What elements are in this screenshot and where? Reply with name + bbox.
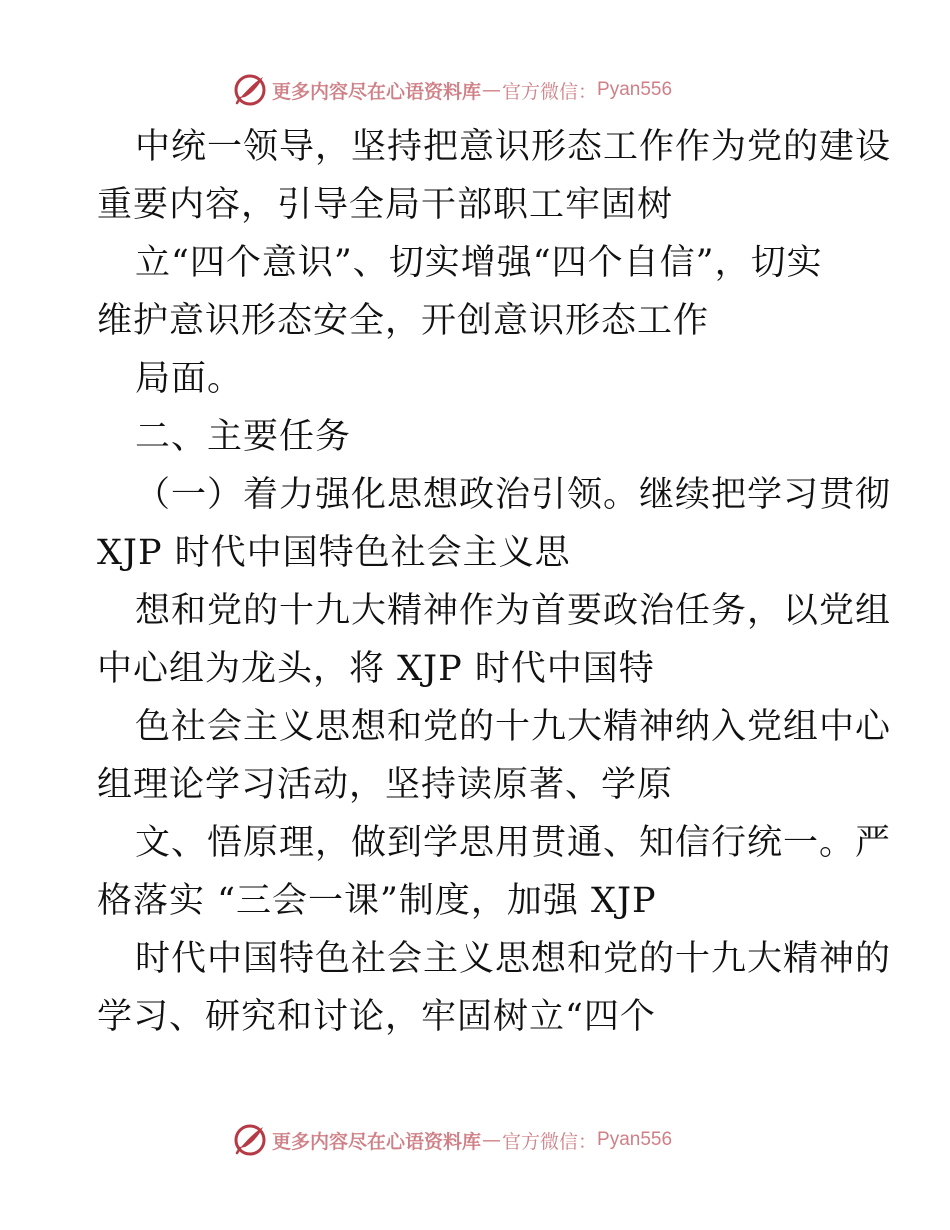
text-line: 局面。 [135, 359, 244, 399]
watermark-text: 更多内容尽在心语资料库 [272, 80, 482, 103]
text-line: 时代中国特色社会主义思想和党的十九大精神的 [135, 939, 892, 979]
text-line: 学习、研究和讨论，牢固树立“四个 [97, 997, 656, 1037]
feather-pen-circle-icon [232, 1122, 268, 1158]
text-line: （一）着力强化思想政治引领。继续把学习贯彻 [135, 475, 892, 515]
watermark-contact-label: 官方微信： [502, 80, 598, 103]
text-line: 二、主要任务 [135, 417, 352, 457]
text-line: 文、悟原理，做到学思用贯通、知信行统一。严 [135, 823, 892, 863]
watermark-text: 更多内容尽在心语资料库 [272, 1130, 482, 1153]
watermark-banner-top [232, 72, 752, 108]
text-line: 组理论学习活动，坚持读原著、学原 [97, 765, 674, 805]
text-line: 色社会主义思想和党的十九大精神纳入党组中心 [135, 707, 892, 747]
text-line: 中统一领导，坚持把意识形态工作作为党的建设 [135, 127, 892, 167]
text-line: 想和党的十九大精神作为首要政治任务，以党组 [135, 591, 892, 631]
watermark-dash: — [482, 1129, 502, 1151]
watermark-banner-bottom [232, 1122, 752, 1158]
text-line: 格落实 “三会一课”制度，加强 XJP [97, 881, 657, 921]
text-line: XJP 时代中国特色社会主义思 [97, 533, 571, 573]
watermark-contact-id: Pyan556 [597, 79, 673, 100]
feather-pen-circle-icon [232, 72, 268, 108]
document-body [97, 118, 892, 1046]
watermark-contact-id: Pyan556 [597, 1129, 673, 1150]
watermark-dash: — [482, 79, 502, 101]
text-line: 中心组为龙头，将 XJP 时代中国特 [97, 649, 655, 689]
watermark-contact-label: 官方微信： [502, 1130, 598, 1153]
text-line: 维护意识形态安全，开创意识形态工作 [97, 301, 710, 341]
text-line: 立“四个意识”、切实增强“四个自信”，切实 [135, 243, 823, 283]
text-line: 重要内容，引导全局干部职工牢固树 [97, 185, 674, 225]
